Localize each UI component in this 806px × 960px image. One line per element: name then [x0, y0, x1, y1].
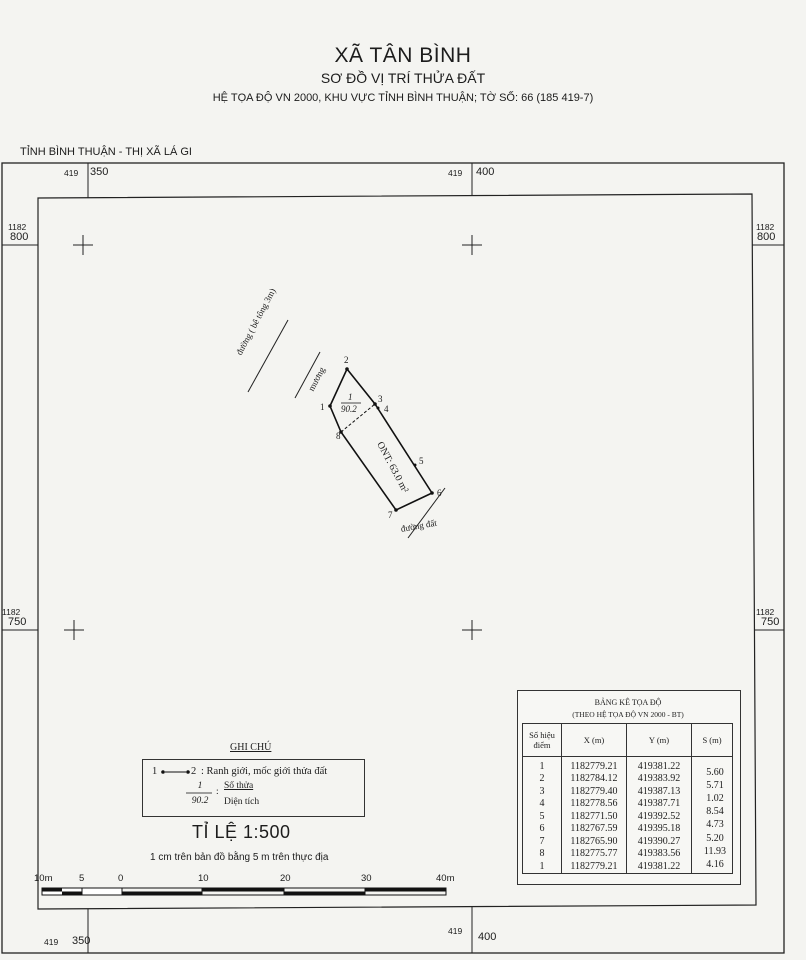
grid-label: 1182: [756, 222, 775, 232]
land-use-label: ONT: 63.0 m²: [374, 440, 411, 495]
vertex-label: 8: [336, 431, 341, 441]
grid-label: 350: [72, 935, 91, 947]
table-row: 1 1182779.21 419381.22: [523, 860, 733, 873]
grid-label: 800: [10, 231, 29, 243]
coord-table-title: BẢNG KÊ TỌA ĐỘ: [594, 698, 662, 707]
distance-value: 5.20: [706, 833, 724, 844]
distance-value: 5.60: [706, 767, 724, 778]
table-row: 3 1182779.40 419387.13: [523, 785, 733, 798]
grid-label: 419: [64, 168, 79, 178]
coord-table-subtitle: (THEO HỆ TỌA ĐỘ VN 2000 - BT): [572, 710, 684, 719]
legend-colon: :: [216, 787, 219, 797]
distance-value: 4.73: [706, 819, 724, 830]
vertex-label: 3: [378, 394, 383, 404]
table-row: 5 1182771.50 419392.52: [523, 810, 733, 823]
commune-title: XÃ TÂN BÌNH: [334, 44, 472, 67]
grid-label: 419: [44, 937, 59, 947]
vertex-label: 2: [344, 355, 349, 365]
grid-label: 1182: [756, 607, 775, 617]
plot-area: 90.2: [341, 404, 357, 414]
road-concrete-label: đường ( bê tông 3m): [234, 286, 278, 357]
grid-label: 350: [90, 166, 109, 178]
scale-tick: 30: [361, 873, 372, 884]
distance-value: 1.02: [706, 793, 724, 804]
vertex-label: 4: [384, 404, 389, 414]
legend-point-label: 1: [152, 766, 158, 777]
dirt-road-label: đường đất: [400, 517, 438, 534]
table-row: 4 1182778.56 419387.71: [523, 798, 733, 811]
vertex-label: 5: [419, 456, 424, 466]
parcel-boundary: [330, 369, 432, 510]
legend-point-label: 2: [191, 766, 197, 777]
table-row: 6 1182767.59 419395.18: [523, 823, 733, 836]
col-point: Số hiệu điểm: [523, 724, 562, 757]
plot-number: 1: [348, 392, 353, 402]
scale-subtitle: 1 cm trên bản đồ bằng 5 m trên thực địa: [150, 852, 329, 863]
grid-label: 400: [476, 166, 495, 178]
scale-tick: 0: [118, 873, 124, 884]
scale-title: TỈ LỆ 1:500: [192, 822, 291, 842]
vertex-label: 1: [320, 402, 325, 412]
canal-label: mương: [306, 365, 327, 393]
map-subtitle: HỆ TỌA ĐỘ VN 2000, KHU VỰC TỈNH BÌNH THUẬN; TỜ SỐ: 66 (185 419-7): [212, 92, 594, 104]
legend-title: GHI CHÚ: [230, 742, 272, 753]
scale-tick: 10m: [34, 873, 53, 884]
distance-value: 11.93: [703, 846, 727, 857]
scale-tick: 40m: [436, 873, 455, 884]
col-y: Y (m): [627, 724, 692, 757]
vertex-label: 7: [388, 510, 393, 520]
grid-label: 750: [761, 616, 780, 628]
scale-tick: 20: [280, 873, 291, 884]
legend-desc-area: Diện tích: [224, 797, 260, 807]
legend-boundary-text: : Ranh giới, mốc giới thửa đất: [201, 766, 328, 777]
grid-label: 800: [757, 231, 776, 243]
grid-label: 1182: [2, 607, 21, 617]
map-title: SƠ ĐỒ VỊ TRÍ THỬA ĐẤT: [320, 70, 486, 86]
scale-tick: 5: [79, 873, 85, 884]
grid-label: 750: [8, 616, 27, 628]
province-label: TỈNH BÌNH THUẬN - THỊ XÃ LÁ GI: [20, 146, 192, 158]
distance-value: 5.71: [706, 780, 724, 791]
legend-desc-number: Số thửa: [224, 781, 254, 791]
col-s: S (m): [692, 724, 733, 757]
vertex-label: 6: [437, 488, 442, 498]
distance-value: 8.54: [706, 806, 724, 817]
grid-label: 419: [448, 926, 463, 936]
table-row: 2 1182784.12 419383.92: [523, 773, 733, 786]
scale-bar: [42, 888, 446, 895]
distance-value: 4.16: [706, 859, 724, 870]
grid-label: 419: [448, 168, 463, 178]
legend-plot-area: 90.2: [191, 796, 209, 806]
col-x: X (m): [562, 724, 627, 757]
scale-tick: 10: [198, 873, 209, 884]
table-row: 1 1182779.21 419381.22: [523, 757, 733, 773]
grid-label: 400: [478, 931, 497, 943]
table-row: 8 1182775.77 419383.56: [523, 848, 733, 861]
table-row: 7 1182765.90 419390.27: [523, 835, 733, 848]
legend-plot-number: 1: [197, 781, 203, 791]
grid-label: 1182: [8, 222, 27, 232]
